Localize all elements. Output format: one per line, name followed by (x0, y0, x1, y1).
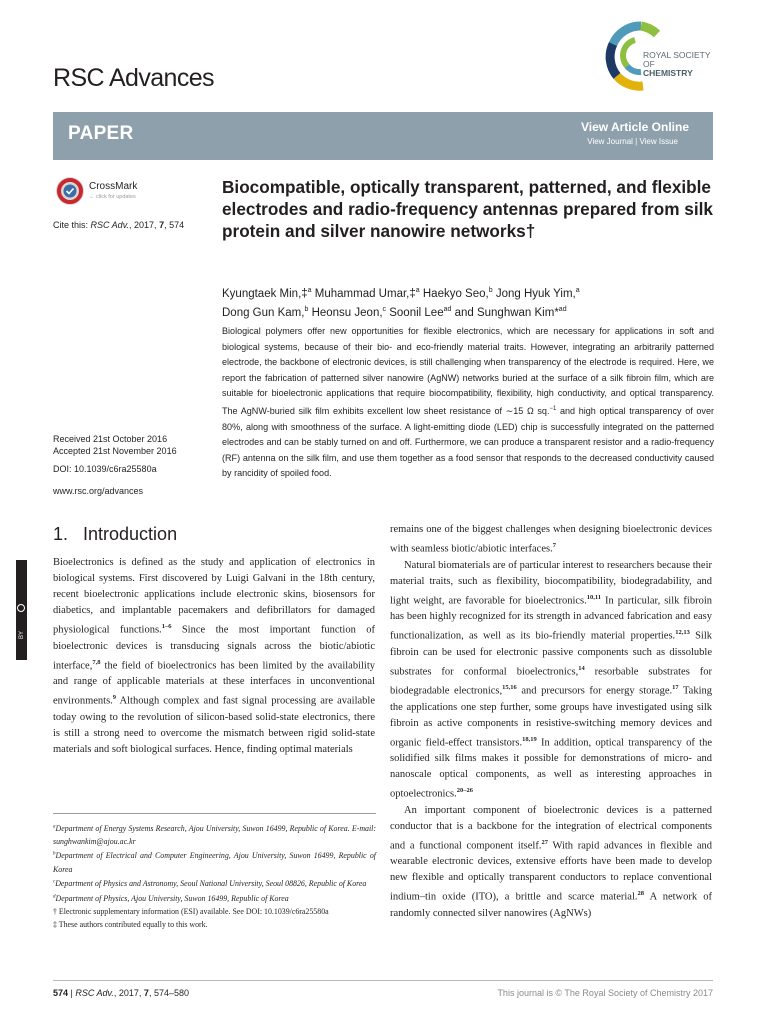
article-title: Biocompatible, optically transparent, patterned, and flexible electrodes and radio-frequency antennas prepared from silk protein and silver nanowire networks† (222, 177, 713, 241)
affiliation-mark: c (382, 306, 387, 314)
body-text: With rapid advances in flexible and wearable electronic devices, extensive efforts have been made to develop new flexible and optically transparent conductors to replace conventional indium–tin oxide (ITO), a brittle and scarce material. (390, 840, 712, 903)
cc-license-badge[interactable] (16, 560, 27, 660)
body-paragraph (390, 558, 712, 803)
author-name: Haekyo Seo, (419, 287, 489, 300)
body-paragraph (53, 555, 375, 758)
accepted-date: Accepted 21st November 2016 (53, 446, 177, 456)
author-name: Soonil Lee (386, 307, 444, 320)
cc-license-text: BY (19, 631, 25, 640)
reference-citation[interactable]: 12,13 (675, 629, 690, 636)
body-text: remains one of the biggest challenges when designing bioelectronic devices with seamless biotic/abiotic interfaces. (390, 524, 712, 555)
reference-citation[interactable]: 20–26 (456, 787, 474, 794)
footer-separator: | (68, 988, 76, 998)
journal-title: RSC Advances (53, 64, 214, 92)
body-text: Natural biomaterials are of particular interest to researchers because their material traits, such as flexibility, biocompatibility, biodegradability, and light weight, are favorable for bioelectronics. (390, 559, 712, 606)
author-name: Jong Hyuk Yim, (492, 287, 576, 300)
affiliation-mark: b (53, 851, 56, 857)
footnote-text: Department of Energy Systems Research, Ajou University, Suwon 16499, Republic of Korea. E-mail: sunghwankim@ajou.ac.kr (53, 823, 376, 846)
body-text: Silk fibroin can be used for electronic passive components such as dissoluble substrates for conformal bioelectronics, (390, 630, 712, 677)
crossmark-badge[interactable] (55, 174, 150, 208)
reference-citation[interactable]: 10,11 (586, 593, 602, 601)
footnote-equal-contribution: ‡ These authors contributed equally to this work. (53, 920, 208, 930)
crossmark-icon (55, 176, 85, 206)
reference-citation[interactable]: 1–6 (161, 623, 172, 630)
author-name: Heonsu Jeon, (308, 307, 383, 320)
cite-prefix: Cite this: (53, 220, 91, 230)
footnote-affiliation-d (53, 890, 376, 905)
reference-citation[interactable]: 18,19 (522, 735, 537, 743)
view-issue-link[interactable]: View Issue (639, 137, 678, 146)
paper-banner (53, 112, 713, 160)
view-journal-link[interactable]: View Journal (587, 137, 633, 146)
affiliation-mark: a (415, 287, 420, 294)
footnote-text: Department of Electrical and Computer Engineering, Ajou University, Suwon 16499, Republic of Korea (53, 851, 376, 874)
abstract-text-1: Biological polymers offer new opportunities for flexible electronics, which are necessary for applications in soft and biological systems, because of their bio- and eco-friendly material traits. However, integrating an arbitrarily patterned electrode, the backbone of electronic devices, is still challenging when transparency of the electrode is required. Here, we report the fabrication of patterned silver nanowire (AgNW) networks buried at the surface of a silk fibroin film, which are suitable for bioelectronic applications that require biocompatibility, flexibility, high conductivity, and optical transparency. The AgNW-buried silk film exhibits excellent low sheet resistance of ∼15 Ω sq. (222, 326, 714, 416)
authors-line-1 (222, 283, 722, 302)
body-text: resorbable substrates for biodegradable electronics, (390, 666, 712, 697)
affiliation-mark: a (53, 824, 56, 829)
view-links (587, 137, 678, 146)
body-text: In particular, silk fibroin has been highly recognized for its strength in advanced fabrication and easy functionalization, as well as its bio-friendly material properties. (390, 595, 712, 642)
received-date: Received 21st October 2016 (53, 434, 168, 444)
abstract (222, 324, 714, 482)
rsc-logo-line1: ROYAL SOCIETY (643, 50, 711, 60)
body-text: In addition, optical transparency of the solidified silk films makes it possible for demonstrations of micro- and nanoscale optical components, as well as interesting approaches in optoelectronics. (390, 737, 712, 800)
reference-citation[interactable]: 17 (672, 684, 679, 691)
author-name: Kyungtaek Min,‡ (222, 287, 308, 300)
affiliation-mark: d (53, 894, 56, 900)
cc-icon (17, 604, 25, 612)
footnote-text: Department of Physics, Ajou University, Suwon 16499, Republic of Korea (55, 893, 289, 903)
body-text: Although complex and fast signal processing are available today owing to the revolution of silicon-based solid-state electronics, there is still a strong need to overcome the mismatch between rigid solid-state materials and soft biological surfaces. Hence, finding optimal materials (53, 695, 375, 755)
footnote-affiliation-c (53, 876, 376, 891)
journal-url[interactable]: www.rsc.org/advances (53, 486, 144, 496)
crossmark-sublabel: ← click for updates (89, 194, 136, 200)
author-name: Muhammad Umar,‡ (311, 287, 416, 300)
footer-year: , 2017, (113, 988, 144, 998)
body-text: Since the most important function of bioelectronic devices is transducing signals across the biotic/abiotic interface, (53, 624, 376, 671)
cite-volume: 7 (159, 220, 165, 230)
cite-year: , 2017, (129, 220, 160, 230)
footnotes (53, 820, 376, 931)
rsc-logo (605, 20, 719, 92)
footer-divider (53, 980, 713, 981)
reference-citation[interactable]: 28 (637, 890, 644, 897)
footnote-text: Department of Physics and Astronomy, Seoul National University, Seoul 08826, Republic of Korea (55, 879, 367, 889)
crossmark-label: CrossMark (89, 181, 138, 192)
view-links-separator: | (632, 137, 640, 146)
body-paragraph (390, 803, 712, 922)
body-paragraph (390, 522, 712, 558)
page-number: 574 (53, 988, 69, 998)
author-name: Dong Gun Kam, (222, 307, 305, 320)
body-text: Taking the applications one step further, some groups have investigated using silk fibroin as active components in resistive-switching memory devices and organic field-effect transistors. (390, 685, 712, 748)
view-article-online-link[interactable]: View Article Online (580, 120, 689, 134)
body-text: the field of bioelectronics has been limited by the availability and range of applicable materials at these interfaces in unconventional environments. (53, 660, 375, 707)
footer-volume: 7 (143, 988, 149, 998)
footer-pages: , 574–580 (148, 988, 189, 998)
rsc-logo-line2: OF (643, 59, 655, 69)
body-column-left (53, 555, 375, 758)
article-dates (53, 433, 177, 457)
affiliation-mark: b (488, 287, 493, 294)
abstract-text-2: and high optical transparency of over 80%, along with smoothness of the surface. A light-emitting diode (LED) chip is successfully integrated on the patterned electrodes and can be stably turned on and off. Furthermore, we can produce a transparent resistor and a radio-frequency (RF) antenna on the silk film, and use them together as a food sensor that responds to the decreased conductivity caused by rancidity of spoiled food. (222, 405, 714, 479)
footnote-esi: † Electronic supplementary information (ESI) available. See DOI: 10.1039/c6ra25580a (53, 907, 329, 917)
cite-journal: RSC Adv. (90, 220, 130, 230)
authors-line-2 (222, 302, 722, 321)
body-text: An important component of bioelectronic devices is a patterned conductor that is a backbone for the integration of electrical components and a functional component itself. (390, 804, 712, 851)
page-footer-citation (53, 988, 189, 998)
affiliation-mark: a (575, 287, 580, 294)
body-text: and precursors for energy storage. (516, 685, 673, 697)
body-text: A network of randomly connected silver nanowires (AgNWs) (390, 891, 713, 919)
author-list (222, 283, 722, 322)
affiliation-mark: ad (443, 306, 452, 314)
affiliation-mark: c (53, 879, 56, 885)
reference-citation[interactable]: 9 (112, 694, 117, 701)
footer-journal: RSC Adv. (75, 988, 114, 998)
footnote-affiliation-a (53, 820, 376, 848)
reference-citation[interactable]: 14 (578, 664, 585, 672)
affiliation-mark: ad (558, 306, 567, 314)
citation-line (53, 220, 184, 230)
reference-citation[interactable]: 27 (541, 838, 548, 846)
copyright-notice: This journal is © The Royal Society of Chemistry 2017 (497, 988, 713, 998)
author-name: and Sunghwan Kim* (451, 307, 559, 320)
section-heading-introduction: 1. Introduction (53, 524, 178, 544)
body-column-right (390, 522, 712, 922)
affiliation-mark: b (304, 306, 309, 314)
footnote-divider (53, 813, 376, 814)
affiliation-mark: a (307, 287, 312, 294)
doi: DOI: 10.1039/c6ra25580a (53, 464, 157, 474)
paper-label: PAPER (68, 123, 134, 144)
reference-citation[interactable]: 15,16 (502, 684, 517, 691)
body-text: Bioelectronics is defined as the study and application of electronics in biological systems. First discovered by Luigi Galvani in the 18th century, recent bioelectronic applications include electronic skins, biosensors for diabetics, and implantable pacemakers and defibrillators for damaged physiological functions. (53, 557, 375, 636)
rsc-logo-line3: CHEMISTRY (643, 68, 693, 78)
reference-citation[interactable]: 7 (552, 542, 556, 549)
footnote-affiliation-b (53, 848, 376, 876)
reference-citation[interactable]: 7,8 (92, 658, 101, 666)
abstract-superscript: −1 (549, 405, 557, 412)
cite-pages: , 574 (164, 220, 185, 230)
